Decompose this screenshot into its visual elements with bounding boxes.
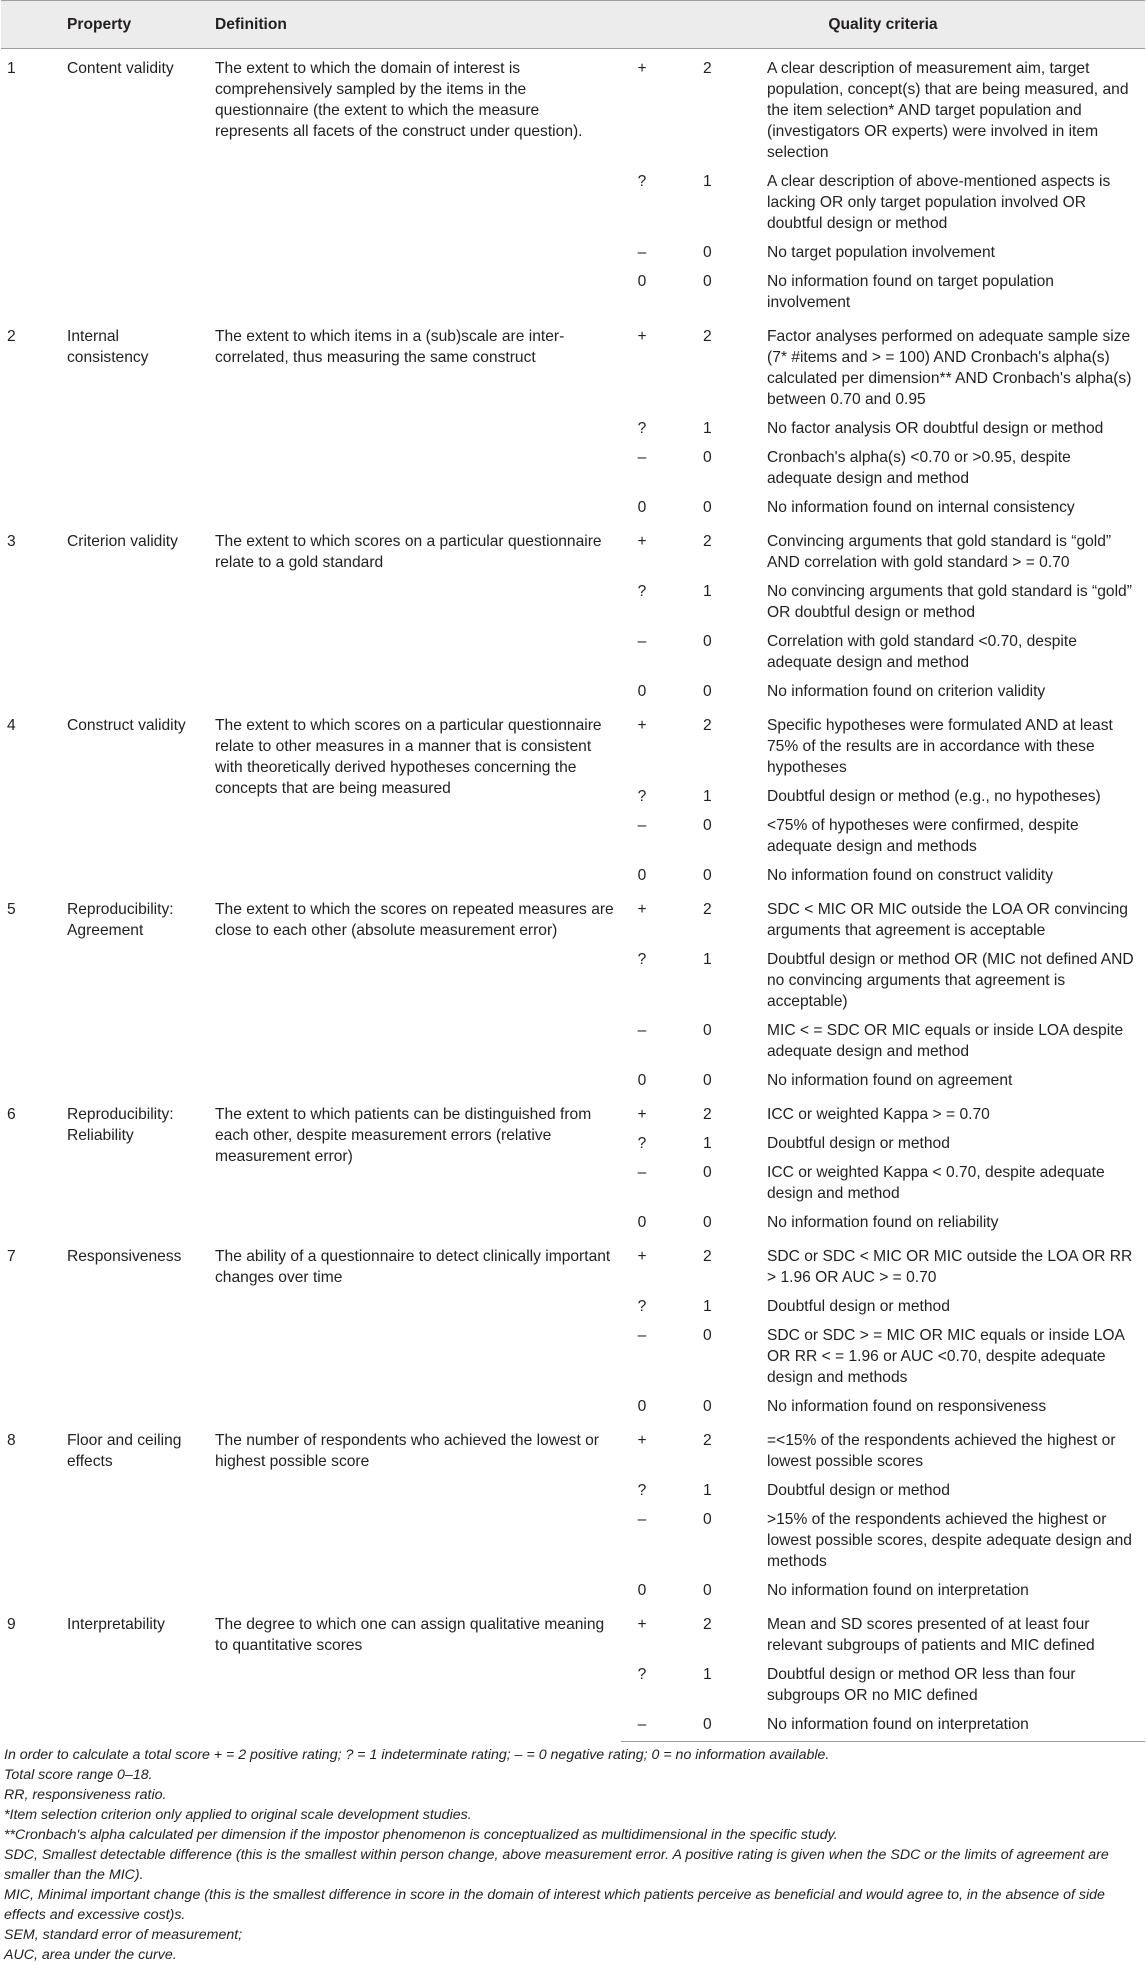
table-body — [1, 49, 1145, 1742]
rating-symbol: + — [637, 1432, 647, 1449]
property-definition: The number of respondents who achieved the lowest or highest possible score — [215, 1432, 600, 1470]
criterion-text: SDC < MIC OR MIC outside the LOA OR convincing arguments that agreement is acceptable — [767, 901, 1128, 939]
criterion-text: Doubtful design or method — [767, 1298, 950, 1315]
table-header — [1, 1, 1145, 49]
rating-symbol: – — [637, 1022, 647, 1039]
rating-score: 0 — [703, 499, 712, 516]
property-definition: The extent to which the scores on repeated measures are close to each other (absolute measurement error) — [215, 901, 614, 939]
rating-symbol: ? — [637, 951, 647, 968]
property-name: Criterion validity — [67, 533, 178, 550]
rating-symbol: ? — [637, 420, 647, 437]
rating-score: 1 — [703, 788, 712, 805]
rating-symbol: ? — [637, 1666, 647, 1683]
footnote: SDC, Smallest detectable difference (this is the smallest within person change, above measurement error. A positive rating is given when the SDC or the limits of agreement are smaller than the MIC). — [4, 1847, 1109, 1883]
rating-score: 2 — [703, 1106, 712, 1123]
property-number: 8 — [7, 1432, 16, 1449]
rating-score: 1 — [703, 173, 712, 190]
rating-score: 2 — [703, 901, 712, 918]
criterion-text: No information found on interpretation — [761, 1710, 1145, 1742]
footnote: MIC, Minimal important change (this is the smallest difference in score in the domain of interest which patients perceive as beneficial and would agree to, in the absence of side effects and excessive cost)s. — [4, 1887, 1105, 1923]
rating-symbol: 0 — [637, 273, 647, 290]
criterion-text: =<15% of the respondents achieved the highest or lowest possible scores — [767, 1432, 1116, 1470]
criterion-text: No information found on reliability — [767, 1214, 999, 1231]
criterion-text: Factor analyses performed on adequate sample size (7* #items and > = 100) AND Cronbach's alpha(s) calculated per dimension** AND Cronbach's alpha(s) between 0.70 and 0.95 — [767, 328, 1132, 408]
footnote: AUC, area under the curve. — [4, 1947, 177, 1963]
criterion-text: Mean and SD scores presented of at least four relevant subgroups of patients and MIC defined — [767, 1616, 1095, 1654]
rating-score: 0 — [703, 867, 712, 884]
property-name: Reproducibility: Reliability — [67, 1106, 174, 1144]
criterion-text: Doubtful design or method (e.g., no hypotheses) — [767, 788, 1101, 805]
rating-score: 2 — [703, 717, 712, 734]
rating-symbol: + — [637, 717, 647, 734]
criterion-text: No target population involvement — [767, 244, 995, 261]
table-row — [1, 1605, 1145, 1660]
property-name: Reproducibility: Agreement — [67, 901, 174, 939]
rating-score: 1 — [703, 1666, 712, 1683]
rating-symbol: + — [637, 1106, 647, 1123]
property-name: Responsiveness — [67, 1248, 182, 1265]
rating-score: 0 — [685, 1710, 761, 1742]
criterion-text: No information found on target population involvement — [767, 273, 1054, 311]
rating-score: 2 — [703, 1248, 712, 1265]
quality-criteria-table — [1, 0, 1145, 1742]
rating-symbol: 0 — [637, 1072, 647, 1089]
rating-symbol: – — [637, 449, 647, 466]
footnote: RR, responsiveness ratio. — [4, 1787, 167, 1803]
table-row — [1, 317, 1145, 414]
criterion-text: No information found on criterion validity — [767, 683, 1046, 700]
header-definition: Definition — [209, 1, 621, 49]
rating-symbol: ? — [637, 173, 647, 190]
rating-symbol: – — [637, 633, 647, 650]
rating-score: 2 — [703, 533, 712, 550]
property-definition: The extent to which the domain of interest is comprehensively sampled by the items in the questionnaire (the extent to which the measure represents all facets of the construct under question). — [215, 60, 583, 140]
rating-score: 0 — [703, 1072, 712, 1089]
rating-score: 1 — [703, 951, 712, 968]
footnote: Total score range 0–18. — [4, 1767, 153, 1783]
property-number: 6 — [7, 1106, 16, 1123]
criterion-text: No information found on interpretation — [767, 1582, 1029, 1599]
criterion-text: SDC or SDC < MIC OR MIC outside the LOA OR RR > 1.96 OR AUC > = 0.70 — [767, 1248, 1133, 1286]
rating-symbol: ? — [637, 1298, 647, 1315]
property-definition: The extent to which scores on a particular questionnaire relate to other measures in a manner that is consistent with theoretically derived hypotheses concerning the concepts that are being measured — [215, 717, 602, 797]
table-row — [1, 522, 1145, 577]
rating-symbol: + — [637, 328, 647, 345]
footnote: In order to calculate a total score + = 2 positive rating; ? = 1 indeterminate rating; – = 0 negative rating; 0 = no information available. — [4, 1747, 830, 1763]
rating-symbol: + — [637, 533, 647, 550]
rating-score: 0 — [703, 1398, 712, 1415]
property-definition: The degree to which one can assign qualitative meaning to quantitative scores — [215, 1616, 605, 1654]
footnote: **Cronbach's alpha calculated per dimension if the impostor phenomenon is conceptualized as multidimensional in the specific study. — [4, 1827, 838, 1843]
criterion-text: A clear description of above-mentioned aspects is lacking OR only target population involved OR doubtful design or method — [767, 173, 1111, 232]
rating-score: 0 — [703, 1022, 712, 1039]
header-number — [1, 1, 61, 49]
header-property: Property — [61, 1, 209, 49]
criterion-text: MIC < = SDC OR MIC equals or inside LOA despite adequate design and method — [767, 1022, 1124, 1060]
rating-score: 0 — [703, 1582, 712, 1599]
criterion-text: Doubtful design or method OR less than four subgroups OR no MIC defined — [767, 1666, 1076, 1704]
footnote: *Item selection criterion only applied to original scale development studies. — [4, 1807, 472, 1823]
property-number: 3 — [7, 533, 16, 550]
rating-score: 2 — [703, 1432, 712, 1449]
rating-symbol: 0 — [637, 499, 647, 516]
property-number: 2 — [7, 328, 16, 345]
criterion-text: No convincing arguments that gold standard is “gold” OR doubtful design or method — [767, 583, 1132, 621]
property-number: 1 — [7, 60, 16, 77]
criterion-text: Doubtful design or method OR (MIC not defined AND no convincing arguments that agreement is acceptable) — [767, 951, 1134, 1010]
property-number: 5 — [7, 901, 16, 918]
property-number: 4 — [7, 717, 16, 734]
rating-symbol: 0 — [637, 683, 647, 700]
criterion-text: Doubtful design or method — [767, 1482, 950, 1499]
rating-symbol: – — [637, 1511, 647, 1528]
property-definition: The extent to which scores on a particular questionnaire relate to a gold standard — [215, 533, 602, 571]
criterion-text: No information found on internal consistency — [767, 499, 1075, 516]
rating-score: 0 — [703, 633, 712, 650]
criterion-text: Specific hypotheses were formulated AND at least 75% of the results are in accordance with these hypotheses — [767, 717, 1113, 776]
table-row — [1, 1421, 1145, 1476]
criterion-text: ICC or weighted Kappa < 0.70, despite adequate design and method — [767, 1164, 1105, 1202]
table-row — [1, 1237, 1145, 1292]
table-row — [1, 1095, 1145, 1129]
rating-score: 0 — [703, 449, 712, 466]
footnote: SEM, standard error of measurement; — [4, 1927, 243, 1943]
table-row — [1, 706, 1145, 782]
criterion-text: No information found on construct validity — [767, 867, 1054, 884]
criterion-text: A clear description of measurement aim, target population, concept(s) that are being measured, and the item selection* AND target population and (investigators OR experts) were involved in item selection — [767, 60, 1129, 161]
rating-score: 0 — [703, 1511, 712, 1528]
property-number: 9 — [7, 1616, 16, 1633]
criterion-text: Convincing arguments that gold standard is “gold” AND correlation with gold standard > = 0.70 — [767, 533, 1112, 571]
criterion-text: >15% of the respondents achieved the highest or lowest possible scores, despite adequate design and methods — [767, 1511, 1132, 1570]
rating-score: 2 — [703, 60, 712, 77]
property-definition: The ability of a questionnaire to detect clinically important changes over time — [215, 1248, 611, 1286]
criterion-text: No information found on responsiveness — [767, 1398, 1047, 1415]
criterion-text: No factor analysis OR doubtful design or method — [767, 420, 1104, 437]
rating-symbol: – — [637, 244, 647, 261]
criterion-text: <75% of hypotheses were confirmed, despite adequate design and methods — [767, 817, 1079, 855]
criterion-text: Cronbach's alpha(s) <0.70 or >0.95, despite adequate design and method — [767, 449, 1071, 487]
rating-symbol: + — [637, 60, 647, 77]
criterion-text: ICC or weighted Kappa > = 0.70 — [767, 1106, 990, 1123]
rating-symbol: 0 — [637, 867, 647, 884]
criterion-text: Doubtful design or method — [767, 1135, 950, 1152]
rating-score: 1 — [703, 1298, 712, 1315]
criterion-text: SDC or SDC > = MIC OR MIC equals or inside LOA OR RR < = 1.96 or AUC <0.70, despite adequate design and methods — [767, 1327, 1125, 1386]
rating-score: 0 — [703, 1164, 712, 1181]
rating-symbol: 0 — [637, 1582, 647, 1599]
table-footnotes — [0, 1742, 1144, 1965]
criterion-text: No information found on agreement — [767, 1072, 1013, 1089]
rating-score: 0 — [703, 244, 712, 261]
rating-score: 2 — [703, 1616, 712, 1633]
rating-symbol: + — [637, 1616, 647, 1633]
rating-symbol: 0 — [637, 1398, 647, 1415]
rating-symbol: ? — [637, 1135, 647, 1152]
rating-symbol: + — [637, 1248, 647, 1265]
rating-score: 0 — [703, 1327, 712, 1344]
rating-score: 0 — [703, 1214, 712, 1231]
rating-symbol: + — [637, 901, 647, 918]
rating-symbol: ? — [637, 788, 647, 805]
rating-symbol: – — [637, 1327, 647, 1344]
rating-score: 1 — [703, 583, 712, 600]
property-definition: The extent to which patients can be distinguished from each other, despite measurement errors (relative measurement error) — [215, 1106, 592, 1165]
table-row — [1, 890, 1145, 945]
rating-score: 2 — [703, 328, 712, 345]
header-quality-criteria: Quality criteria — [621, 1, 1145, 49]
rating-score: 1 — [703, 1482, 712, 1499]
rating-score: 1 — [703, 420, 712, 437]
property-name: Content validity — [67, 60, 174, 77]
rating-symbol: – — [637, 817, 647, 834]
property-number: 7 — [7, 1248, 16, 1265]
rating-score: 0 — [703, 817, 712, 834]
criterion-text: Correlation with gold standard <0.70, despite adequate design and method — [767, 633, 1077, 671]
rating-score: 0 — [703, 683, 712, 700]
rating-score: 1 — [703, 1135, 712, 1152]
property-name: Internal consistency — [67, 328, 149, 366]
rating-symbol: 0 — [637, 1214, 647, 1231]
rating-score: 0 — [703, 273, 712, 290]
rating-symbol: – — [621, 1710, 685, 1742]
rating-symbol: ? — [637, 583, 647, 600]
property-name: Interpretability — [67, 1616, 165, 1633]
rating-symbol: – — [637, 1164, 647, 1181]
property-name: Construct validity — [67, 717, 186, 734]
rating-symbol: ? — [637, 1482, 647, 1499]
table-row — [1, 49, 1145, 168]
property-name: Floor and ceiling effects — [67, 1432, 182, 1470]
property-definition: The extent to which items in a (sub)scale are inter-correlated, thus measuring the same construct — [215, 328, 565, 366]
